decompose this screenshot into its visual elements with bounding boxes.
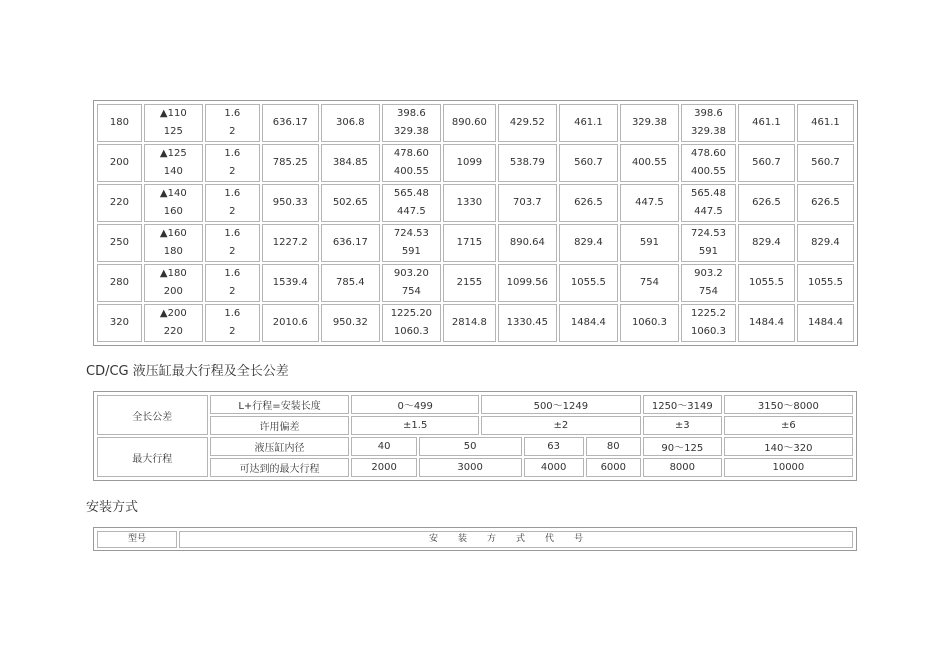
spec-cell: 1055.5	[559, 264, 618, 302]
spec-cell	[205, 224, 260, 262]
stroke-tolerance-heading: CD/CG 液压缸最大行程及全长公差	[86, 364, 289, 379]
spec-row	[97, 184, 854, 222]
spec-cell-line: 478.60	[690, 148, 726, 159]
spec-cell: 1484.4	[559, 304, 618, 342]
spec-cell	[681, 264, 736, 302]
max-achievable-stroke-header: 可达到的最大行程	[210, 458, 350, 477]
spec-cell-line: 329.38	[393, 126, 429, 137]
spec-cell-line: 400.55	[690, 166, 726, 177]
spec-cell-line: 180	[163, 246, 183, 257]
deviation-cell: ±1.5	[351, 416, 478, 435]
spec-cell-line: ▲110	[159, 108, 187, 119]
spec-cell	[382, 264, 441, 302]
spec-cell-line: 447.5	[694, 206, 723, 217]
spec-row	[97, 104, 854, 142]
spec-row	[97, 304, 854, 342]
spec-row	[97, 224, 854, 262]
spec-cell	[144, 224, 203, 262]
spec-cell: 384.85	[321, 144, 380, 182]
spec-cell: 306.8	[321, 104, 380, 142]
spec-cell: 1060.3	[620, 304, 679, 342]
spec-cell: 703.7	[498, 184, 557, 222]
spec-cell	[382, 104, 441, 142]
spec-cell: 560.7	[559, 144, 618, 182]
spec-cell-line: 724.53	[393, 228, 429, 239]
spec-cell: 950.32	[321, 304, 380, 342]
spec-cell-line: 1060.3	[690, 326, 726, 337]
spec-cell: 2814.8	[443, 304, 496, 342]
spec-cell-line: 1.6	[224, 148, 241, 159]
spec-cell: 785.25	[262, 144, 319, 182]
spec-cell: 200	[97, 144, 142, 182]
spec-cell	[144, 144, 203, 182]
spec-cell: 890.60	[443, 104, 496, 142]
bore-cell: 80	[586, 437, 641, 456]
spec-cell-line: 200	[163, 286, 183, 297]
spec-cell: 785.4	[321, 264, 380, 302]
model-header: 型号	[97, 531, 177, 548]
stroke-cell: 6000	[586, 458, 641, 477]
spec-cell	[205, 104, 260, 142]
spec-cell-line: 2	[229, 166, 236, 177]
spec-cell: 829.4	[559, 224, 618, 262]
spec-cell: 329.38	[620, 104, 679, 142]
spec-cell-line: 398.6	[694, 108, 723, 119]
spec-cell	[681, 144, 736, 182]
spec-cell	[144, 184, 203, 222]
deviation-cell: ±2	[481, 416, 641, 435]
spec-cell: 250	[97, 224, 142, 262]
spec-cell-line: 447.5	[397, 206, 426, 217]
mounting-heading: 安装方式	[86, 500, 139, 515]
spec-cell: 626.5	[738, 184, 795, 222]
spec-cell-line: 478.60	[393, 148, 429, 159]
spec-cell	[681, 304, 736, 342]
spec-cell-line: 565.48	[690, 188, 726, 199]
spec-cell: 280	[97, 264, 142, 302]
spec-cell-line: 2	[229, 206, 236, 217]
stroke-cell: 4000	[524, 458, 584, 477]
spec-cell	[382, 224, 441, 262]
spec-cell-line: 140	[163, 166, 183, 177]
spec-cell-line: 1.6	[224, 228, 241, 239]
spec-cell	[205, 144, 260, 182]
spec-cell-line: 398.6	[397, 108, 426, 119]
spec-row	[97, 264, 854, 302]
spec-cell: 560.7	[738, 144, 795, 182]
spec-cell: 626.5	[797, 184, 854, 222]
install-length-header: L+行程=安装长度	[210, 395, 350, 414]
spec-cell: 429.52	[498, 104, 557, 142]
spec-cell: 400.55	[620, 144, 679, 182]
spec-cell: 591	[620, 224, 679, 262]
full-length-tolerance-label: 全长公差	[97, 395, 208, 435]
spec-cell: 461.1	[738, 104, 795, 142]
bore-cell: 50	[419, 437, 522, 456]
spec-cell: 461.1	[559, 104, 618, 142]
spec-cell: 1099	[443, 144, 496, 182]
stroke-cell: 2000	[351, 458, 416, 477]
stroke-cell: 3000	[419, 458, 522, 477]
spec-cell: 2010.6	[262, 304, 319, 342]
spec-cell: 447.5	[620, 184, 679, 222]
deviation-cell: ±6	[724, 416, 853, 435]
spec-cell: 1715	[443, 224, 496, 262]
spec-cell-line: 1.6	[224, 188, 241, 199]
tolerance-table	[93, 391, 857, 481]
spec-cell	[144, 104, 203, 142]
spec-cell: 560.7	[797, 144, 854, 182]
spec-cell: 538.79	[498, 144, 557, 182]
spec-cell: 950.33	[262, 184, 319, 222]
max-stroke-label: 最大行程	[97, 437, 208, 477]
spec-cell-line: 329.38	[690, 126, 726, 137]
spec-cell: 1099.56	[498, 264, 557, 302]
spec-cell-line: 1.6	[224, 108, 241, 119]
spec-cell	[681, 224, 736, 262]
spec-cell-line: 754	[401, 286, 421, 297]
spec-cell-line: 220	[163, 326, 183, 337]
spec-cell	[681, 104, 736, 142]
spec-cell	[205, 184, 260, 222]
mounting-table	[93, 527, 857, 551]
mounting-code-header: 安装方式代号	[179, 531, 853, 548]
spec-cell	[144, 304, 203, 342]
spec-cell	[382, 304, 441, 342]
allowed-deviation-header: 许用偏差	[210, 416, 350, 435]
bore-cell: 63	[524, 437, 584, 456]
spec-cell: 754	[620, 264, 679, 302]
spec-cell: 1484.4	[797, 304, 854, 342]
spec-cell: 461.1	[797, 104, 854, 142]
spec-cell-line: 591	[698, 246, 718, 257]
tolerance-range-cell: 1250～3149	[643, 395, 722, 414]
spec-cell-line: 2	[229, 126, 236, 137]
spec-cell: 2155	[443, 264, 496, 302]
spec-cell: 320	[97, 304, 142, 342]
spec-cell	[205, 304, 260, 342]
spec-cell-line: 565.48	[393, 188, 429, 199]
spec-cell-line: 903.2	[694, 268, 723, 279]
spec-cell-line: ▲200	[159, 308, 187, 319]
spec-cell: 829.4	[738, 224, 795, 262]
spec-cell: 890.64	[498, 224, 557, 262]
spec-cell: 180	[97, 104, 142, 142]
spec-cell-line: 1.6	[224, 308, 241, 319]
spec-cell-line: 160	[163, 206, 183, 217]
spec-cell	[382, 184, 441, 222]
spec-cell-line: 400.55	[393, 166, 429, 177]
spec-cell: 1055.5	[797, 264, 854, 302]
spec-cell-line: ▲180	[159, 268, 187, 279]
spec-cell-line: 1.6	[224, 268, 241, 279]
tolerance-range-cell: 3150～8000	[724, 395, 853, 414]
stroke-cell: 8000	[643, 458, 722, 477]
spec-cell: 502.65	[321, 184, 380, 222]
spec-cell-line: 125	[163, 126, 183, 137]
spec-cell-line: 591	[401, 246, 421, 257]
spec-cell-line: 2	[229, 326, 236, 337]
bore-cell: 140～320	[724, 437, 853, 456]
spec-cell: 1539.4	[262, 264, 319, 302]
spec-cell-line: ▲125	[159, 148, 187, 159]
spec-cell-line: ▲160	[159, 228, 187, 239]
spec-cell-line: 903.20	[393, 268, 429, 279]
spec-cell: 1330.45	[498, 304, 557, 342]
cylinder-spec-table	[93, 100, 858, 346]
spec-cell: 829.4	[797, 224, 854, 262]
spec-cell: 1330	[443, 184, 496, 222]
deviation-cell: ±3	[643, 416, 722, 435]
tolerance-range-cell: 0～499	[351, 395, 478, 414]
spec-cell-line: 1225.2	[690, 308, 726, 319]
spec-cell: 636.17	[321, 224, 380, 262]
stroke-cell: 10000	[724, 458, 853, 477]
spec-cell	[205, 264, 260, 302]
spec-cell	[382, 144, 441, 182]
spec-cell-line: 1225.20	[390, 308, 433, 319]
spec-row	[97, 144, 854, 182]
spec-cell-line: 2	[229, 246, 236, 257]
spec-cell: 1055.5	[738, 264, 795, 302]
bore-header: 液压缸内径	[210, 437, 350, 456]
spec-cell: 636.17	[262, 104, 319, 142]
spec-cell-line: 2	[229, 286, 236, 297]
bore-cell: 40	[351, 437, 416, 456]
spec-cell: 626.5	[559, 184, 618, 222]
spec-cell	[681, 184, 736, 222]
spec-cell-line: 754	[698, 286, 718, 297]
spec-cell	[144, 264, 203, 302]
spec-cell: 1227.2	[262, 224, 319, 262]
tolerance-range-cell: 500～1249	[481, 395, 641, 414]
spec-cell-line: 1060.3	[393, 326, 429, 337]
spec-cell-line: ▲140	[159, 188, 187, 199]
bore-cell: 90～125	[643, 437, 722, 456]
spec-cell: 220	[97, 184, 142, 222]
spec-cell: 1484.4	[738, 304, 795, 342]
spec-cell-line: 724.53	[690, 228, 726, 239]
